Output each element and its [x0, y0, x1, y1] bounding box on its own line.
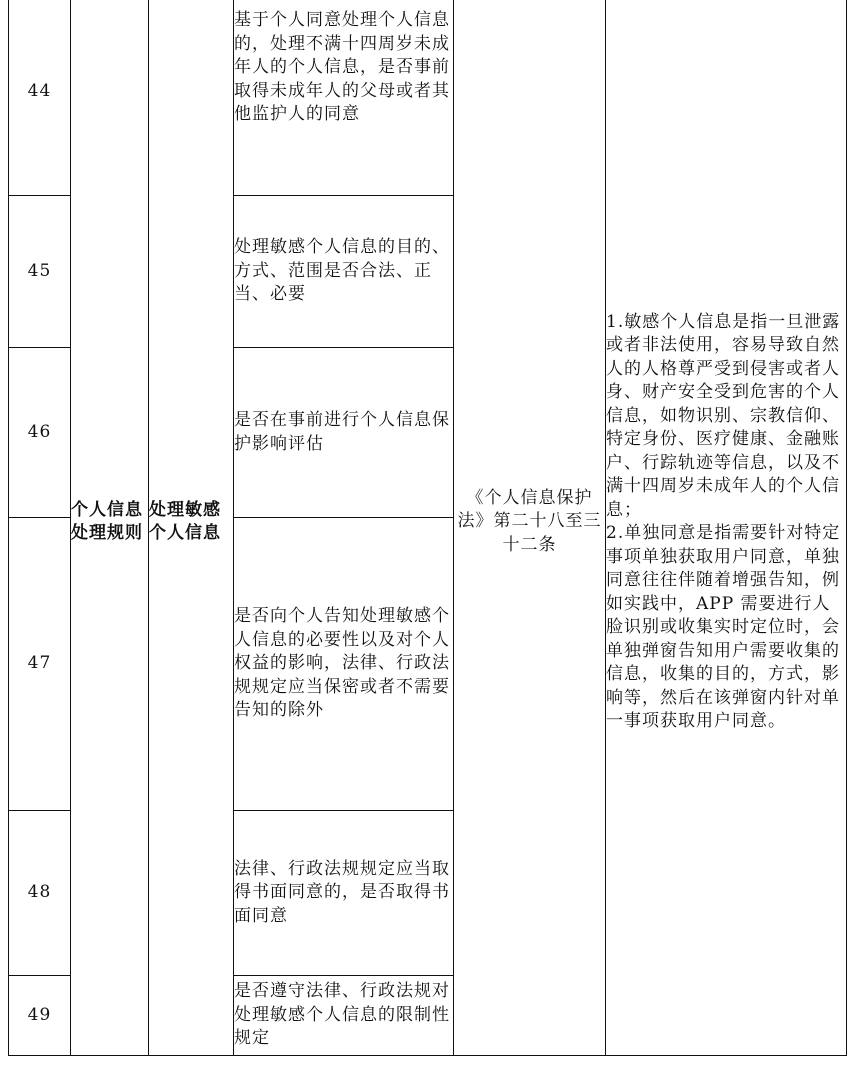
note-2: 2.单独同意是指需要针对特定事项单独获取用户同意，单独同意往往伴随着增强告知，例如实践中，APP 需要进行人脸识别或收集实时定位时，会单独弹窗告知用户需要收集的信息，收集的目的，方式，影响等，然后在该弹窗内针对单一事项获取用户同意。: [606, 523, 841, 731]
requirement-cell: 处理敏感个人信息的目的、方式、范围是否合法、正当、必要: [234, 196, 454, 348]
category-level-1: 个人信息处理规则: [71, 0, 149, 1056]
legal-basis: 《个人信息保护法》第二十八至三十二条: [454, 0, 606, 1056]
table-row: [9, 0, 847, 196]
requirement-cell: 是否遵守法律、行政法规对处理敏感个人信息的限制性规定: [234, 976, 454, 1056]
requirement-cell: 法律、行政法规规定应当取得书面同意的，是否取得书面同意: [234, 811, 454, 976]
category-level-2: 处理敏感个人信息: [149, 0, 234, 1056]
requirement-cell: 是否向个人告知处理敏感个人信息的必要性以及对个人权益的影响，法律、行政法规规定应当保密或者不需要告知的除外: [234, 518, 454, 811]
requirement-cell: 基于个人同意处理个人信息的，处理不满十四周岁未成年人的个人信息，是否事前取得未成年人的父母或者其他监护人的同意: [234, 0, 454, 196]
requirement-cell: 是否在事前进行个人信息保护影响评估: [234, 348, 454, 518]
row-number: 44: [9, 0, 71, 196]
row-number: 46: [9, 348, 71, 518]
row-number: 47: [9, 518, 71, 811]
row-number: 49: [9, 976, 71, 1056]
compliance-checklist-table: [8, 0, 847, 1056]
row-number: 45: [9, 196, 71, 348]
notes-cell: [606, 0, 847, 1056]
row-number: 48: [9, 811, 71, 976]
note-1: 1.敏感个人信息是指一旦泄露或者非法使用，容易导致自然人的人格尊严受到侵害或者人身、财产安全受到危害的个人信息，如物识别、宗教信仰、特定身份、医疗健康、金融账户、行踪轨迹等信息，以及不满十四周岁未成年人的个人信息；: [606, 311, 841, 520]
